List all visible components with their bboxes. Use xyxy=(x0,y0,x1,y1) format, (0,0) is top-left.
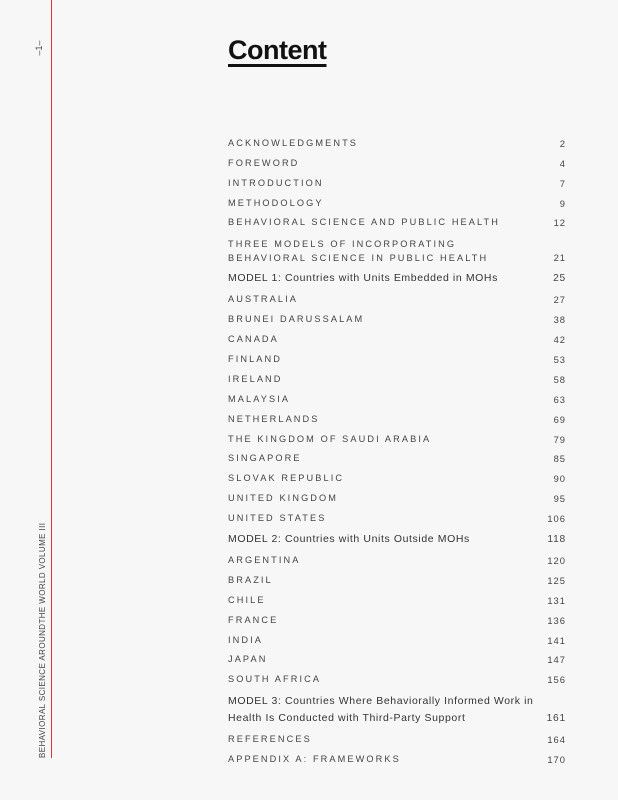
toc-entry-argentina[interactable] xyxy=(228,548,566,568)
toc-entry-label: REFERENCES xyxy=(228,734,312,745)
toc-entry-acknowledgments[interactable] xyxy=(228,131,566,151)
toc-entry-behavioral-science[interactable] xyxy=(228,211,566,231)
toc-entry-page: 27 xyxy=(553,294,566,306)
toc-entry-netherlands[interactable] xyxy=(228,407,566,427)
toc-entry-label: ARGENTINA xyxy=(228,555,301,566)
toc-entry-page: 79 xyxy=(553,433,566,445)
toc-entry-page: 58 xyxy=(553,373,566,385)
toc-entry-brazil[interactable] xyxy=(228,568,566,588)
toc-entry-brunei[interactable] xyxy=(228,307,566,327)
toc-entry-slovak-republic[interactable] xyxy=(228,466,566,486)
toc-entry-label: APPENDIX A: FRAMEWORKS xyxy=(228,754,401,765)
toc-entry-label: CHILE xyxy=(228,594,266,605)
toc-entry-page: 42 xyxy=(553,334,566,346)
toc-entry-model-3[interactable] xyxy=(228,687,566,727)
toc-entry-page: 106 xyxy=(547,513,566,525)
toc-entry-label: CANADA xyxy=(228,334,279,345)
toc-entry-label: METHODOLOGY xyxy=(228,197,324,208)
toc-entry-page: 53 xyxy=(553,354,566,366)
toc-entry-page: 125 xyxy=(547,574,566,586)
toc-entry-label: FOREWORD xyxy=(228,157,300,168)
toc-entry-label: MODEL 1: Countries with Units Embedded in MOHs xyxy=(228,272,498,285)
page-title: Content xyxy=(228,35,327,65)
toc-entry-page: 131 xyxy=(547,594,566,606)
toc-entry-label: JAPAN xyxy=(228,654,268,665)
toc-entry-label: THE KINGDOM OF SAUDI ARABIA xyxy=(228,433,432,444)
toc-entry-france[interactable] xyxy=(228,608,566,628)
toc-entry-chile[interactable] xyxy=(228,588,566,608)
toc-entry-south-africa[interactable] xyxy=(228,667,566,687)
toc-entry-label: FINLAND xyxy=(228,354,283,365)
toc-entry-label: IRELAND xyxy=(228,373,283,384)
toc-entry-label: FRANCE xyxy=(228,614,279,625)
toc-entry-three-models[interactable] xyxy=(228,230,566,265)
toc-entry-singapore[interactable] xyxy=(228,447,566,467)
toc-entry-page: 90 xyxy=(553,473,566,485)
toc-entry-methodology[interactable] xyxy=(228,191,566,211)
toc-entry-canada[interactable] xyxy=(228,327,566,347)
toc-entry-page: 2 xyxy=(559,137,566,149)
toc-entry-malaysia[interactable] xyxy=(228,387,566,407)
toc-entry-page: 4 xyxy=(559,157,566,169)
toc-entry-label: BEHAVIORAL SCIENCE AND PUBLIC HEALTH xyxy=(228,217,500,228)
toc-entry-page: 170 xyxy=(547,754,566,766)
toc-entry-saudi-arabia[interactable] xyxy=(228,427,566,447)
toc-entry-ireland[interactable] xyxy=(228,367,566,387)
toc-entry-page: 161 xyxy=(546,713,566,725)
toc-entry-label: INTRODUCTION xyxy=(228,177,324,188)
toc-entry-page: 141 xyxy=(547,634,566,646)
toc-entry-label: SLOVAK REPUBLIC xyxy=(228,473,345,484)
toc-entry-label: UNITED STATES xyxy=(228,513,327,524)
toc-entry-label: UNITED KINGDOM xyxy=(228,493,339,504)
toc-entry-model-1[interactable] xyxy=(228,265,566,287)
toc-entry-page: 164 xyxy=(547,734,566,746)
toc-entry-page: 7 xyxy=(559,177,566,189)
toc-entry-label: MODEL 3: Countries Where Behaviorally Informed Work in Health Is Conducted with Third-Party Support xyxy=(228,695,534,725)
toc-entry-label: BRAZIL xyxy=(228,574,273,585)
toc-entry-page: 12 xyxy=(553,217,566,229)
toc-entry-united-kingdom[interactable] xyxy=(228,486,566,506)
running-title: BEHAVIORAL SCIENCE AROUNDTHE WORLD VOLUME III xyxy=(38,522,47,758)
toc-entry-page: 9 xyxy=(559,197,566,209)
toc-entry-page: 21 xyxy=(553,252,566,264)
toc-entry-japan[interactable] xyxy=(228,648,566,668)
toc-entry-india[interactable] xyxy=(228,628,566,648)
toc-entry-page: 38 xyxy=(553,314,566,326)
toc-entry-page: 63 xyxy=(553,393,566,405)
toc-entry-references[interactable] xyxy=(228,727,566,747)
toc-entry-label: BRUNEI DARUSSALAM xyxy=(228,314,365,325)
toc-entry-label: SOUTH AFRICA xyxy=(228,674,322,685)
toc-entry-label: MODEL 2: Countries with Units Outside MOHs xyxy=(228,533,470,546)
toc-entry-united-states[interactable] xyxy=(228,506,566,526)
toc-entry-page: 85 xyxy=(553,453,566,465)
toc-entry-label: AUSTRALIA xyxy=(228,294,298,305)
toc-entry-page: 136 xyxy=(547,614,566,626)
toc-entry-label: NETHERLANDS xyxy=(228,413,320,424)
toc-entry-page: 118 xyxy=(547,534,566,546)
toc-entry-page: 95 xyxy=(553,493,566,505)
sidebar-divider xyxy=(51,0,52,758)
toc-entry-foreword[interactable] xyxy=(228,151,566,171)
toc-entry-page: 69 xyxy=(553,413,566,425)
toc-entry-page: 147 xyxy=(547,654,566,666)
toc-entry-label: SINGAPORE xyxy=(228,453,302,464)
toc-entry-label: INDIA xyxy=(228,634,264,645)
toc-entry-page: 156 xyxy=(547,674,566,686)
toc-entry-page: 25 xyxy=(553,273,566,285)
toc-entry-label: ACKNOWLEDGMENTS xyxy=(228,137,359,148)
table-of-contents xyxy=(228,131,566,767)
toc-entry-australia[interactable] xyxy=(228,287,566,307)
page-number: –1– xyxy=(34,40,44,56)
toc-entry-page: 120 xyxy=(547,555,566,567)
toc-entry-introduction[interactable] xyxy=(228,171,566,191)
toc-entry-appendix-a[interactable] xyxy=(228,747,566,767)
toc-entry-model-2[interactable] xyxy=(228,526,566,548)
toc-entry-label: MALAYSIA xyxy=(228,393,291,404)
toc-entry-finland[interactable] xyxy=(228,347,566,367)
toc-entry-label: THREE MODELS OF INCORPORATING BEHAVIORAL SCIENCE IN PUBLIC HEALTH xyxy=(228,239,489,264)
